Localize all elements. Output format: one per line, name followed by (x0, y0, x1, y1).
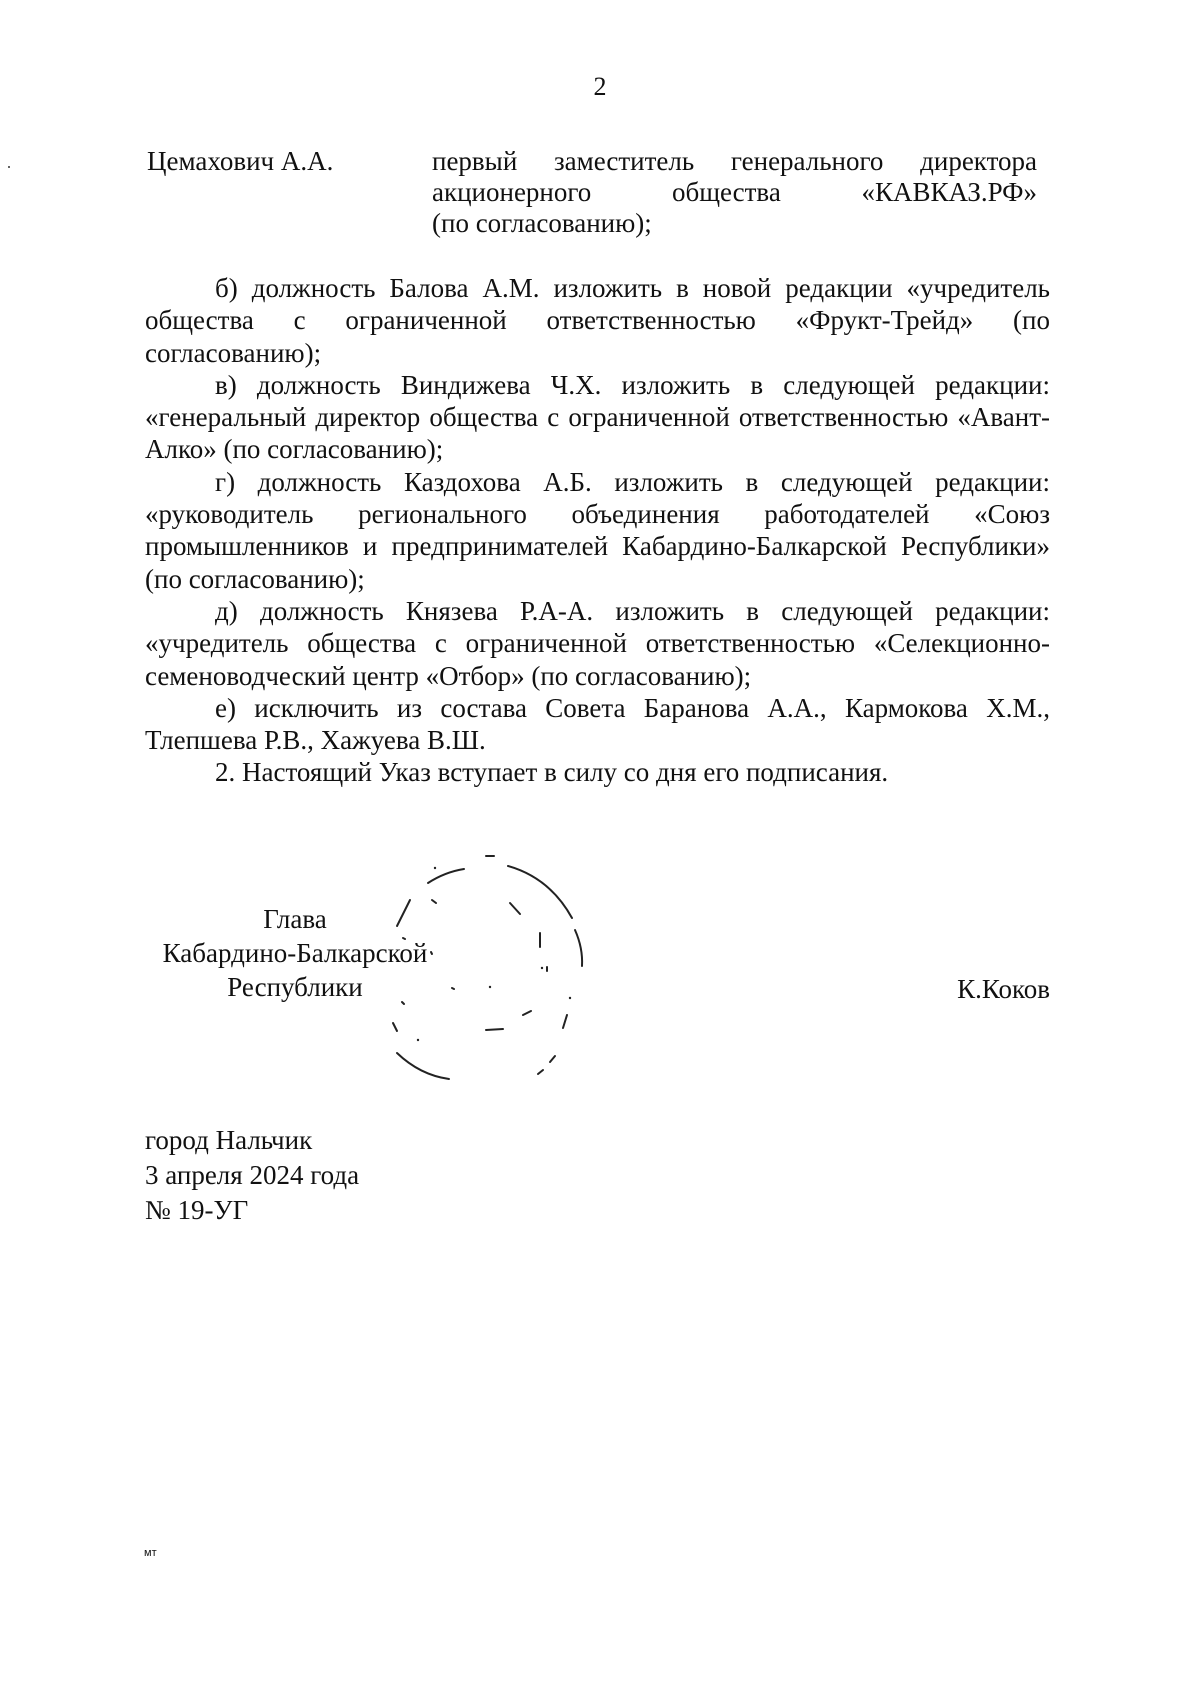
page-number: 2 (593, 72, 607, 101)
member-position-line: первый заместитель генерального директора (432, 146, 1037, 176)
member-position-line: (по согласованию); (432, 208, 652, 238)
paragraph-g: г) должность Каздохова А.Б. изложить в следующей редакции: «руководитель регионального объединения работодателей «Союз промышленников и предпринимателей Кабардино-Балкарской Республики» (по согласованию); (145, 466, 1050, 594)
council-member-entry (147, 146, 1047, 246)
signer-name: К.Коков (957, 974, 1050, 1004)
paragraph-e: е) исключить из состава Совета Баранова А.А., Кармокова Х.М., Тлепшева Р.В., Хажуева В.Ш. (145, 692, 1050, 756)
city: город Нальчик (145, 1125, 313, 1155)
signer-title-line: Республики (227, 972, 363, 1002)
paragraph-v: в) должность Виндижева Ч.Х. изложить в следующей редакции: «генеральный директор общества с ограниченной ответственностью «Авант-Алко» (по согласованию); (145, 369, 1050, 465)
signer-title-line: Кабардино-Балкарской (162, 938, 428, 968)
decree-number: № 19-УГ (145, 1195, 249, 1225)
decree-date: 3 апреля 2024 года (145, 1160, 360, 1190)
signature-block (145, 902, 1050, 1072)
place-date-number-block (145, 1123, 359, 1228)
decree-body (145, 272, 1050, 789)
scan-speck (8, 166, 10, 168)
member-name: Цемахович А.А. (147, 146, 334, 176)
signer-title (145, 902, 445, 1004)
member-position-line: акционерного общества «КАВКАЗ.РФ» (432, 177, 1037, 207)
paragraph-b: б) должность Балова А.М. изложить в новой редакции «учредитель общества с ограниченной ответственностью «Фрукт-Трейд» (по согласованию); (145, 273, 1050, 368)
executor-tag: мт (144, 1547, 157, 1559)
signer-title-line: Глава (263, 904, 327, 934)
member-position (432, 146, 1037, 239)
paragraph-2: 2. Настоящий Указ вступает в силу со дня его подписания. (215, 757, 889, 788)
paragraph-d: д) должность Князева Р.А-А. изложить в следующей редакции: «учредитель общества с ограниченной ответственностью «Селекционно-семеноводческий центр «Отбор» (по согласованию); (145, 595, 1050, 691)
